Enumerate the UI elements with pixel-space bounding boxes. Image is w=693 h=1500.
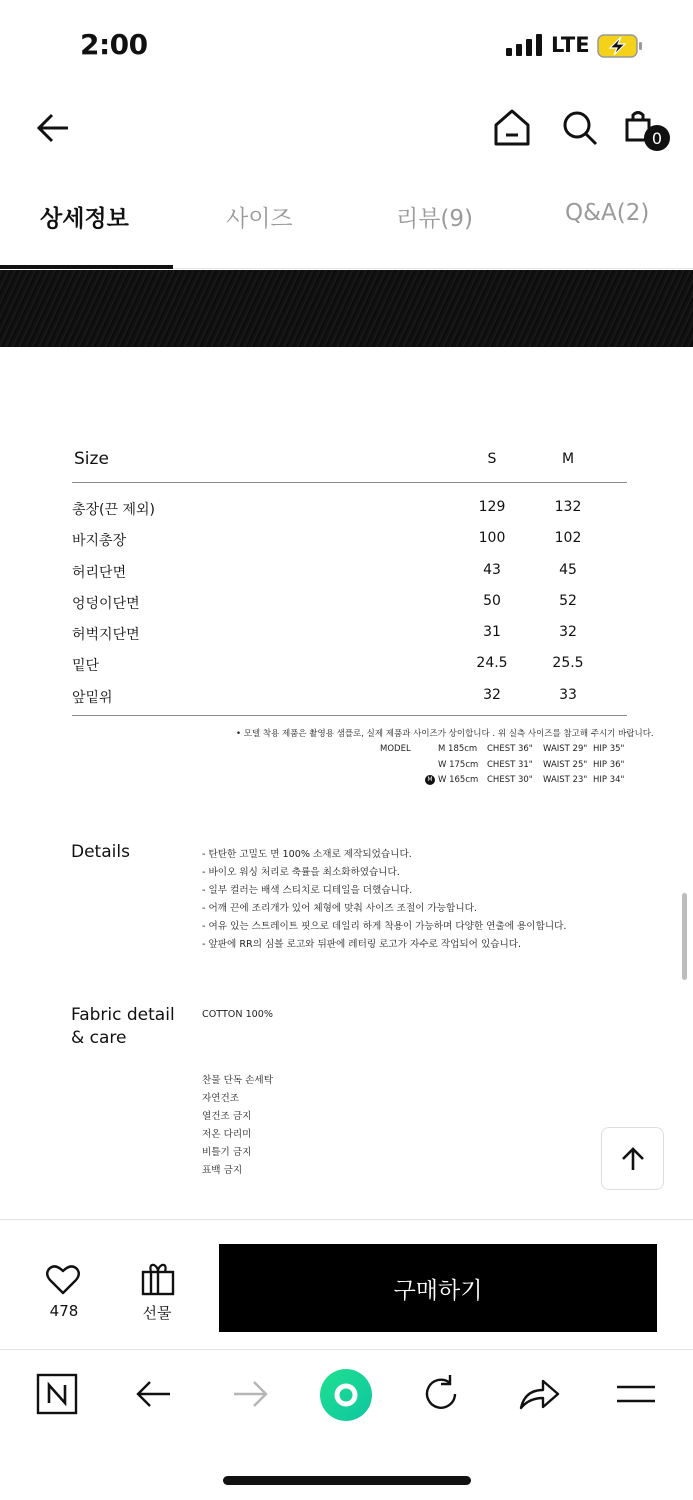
- list-item: - 어깨 끈에 조리개가 있어 체형에 맞춰 사이즈 조절이 가능합니다.: [202, 903, 477, 914]
- like-count: 478: [49, 1302, 79, 1320]
- details-title: Details: [71, 842, 130, 862]
- fabric-title: [71, 1004, 175, 1050]
- cell-s: 32: [483, 686, 501, 703]
- table-row: [72, 587, 627, 618]
- care-list: [202, 1072, 273, 1180]
- fabric-composition: COTTON 100%: [202, 1009, 274, 1020]
- fabric-title-line2: & care: [71, 1028, 127, 1048]
- model-height: M 185cm: [438, 744, 478, 754]
- browser-bar-divider: [0, 1349, 693, 1350]
- model-row: [380, 760, 630, 776]
- tab-detail-info[interactable]: 상세정보: [40, 206, 129, 232]
- table-row: [72, 556, 627, 587]
- size-note: • 모델 착용 제품은 촬영용 샘플로, 실제 제품과 사이즈가 상이합니다 . 위 실측 사이즈를 참고해 주시기 바랍니다.: [236, 729, 654, 739]
- row-label: 총장(끈 제외): [72, 502, 155, 518]
- list-item: 찬물 단독 손세탁: [202, 1075, 273, 1086]
- model-waist: WAIST 23": [543, 775, 588, 785]
- model-label: MODEL: [380, 744, 411, 754]
- tab-reviews[interactable]: 리뷰(9): [396, 206, 474, 232]
- scrollbar[interactable]: [682, 893, 687, 980]
- size-col-s: S: [487, 451, 497, 467]
- row-label: 허리단면: [72, 564, 127, 581]
- cell-m: 25.5: [552, 655, 584, 672]
- model-hip: HIP 36": [593, 759, 625, 770]
- size-label: Size: [74, 449, 109, 469]
- row-label: 바지총장: [72, 533, 127, 550]
- table-row: [72, 681, 627, 712]
- model-row: [380, 775, 630, 791]
- fabric-photo: [0, 270, 693, 347]
- list-item: 비틀기 금지: [202, 1147, 252, 1158]
- size-col-m: M: [561, 451, 575, 467]
- cart-icon[interactable]: [622, 106, 676, 156]
- buy-button[interactable]: 구매하기: [219, 1244, 657, 1332]
- fabric-title-line1: Fabric detail: [71, 1005, 175, 1025]
- row-label: 앞밑위: [72, 689, 113, 706]
- cell-s: 43: [483, 561, 501, 578]
- table-row: [72, 493, 627, 524]
- green-dot-icon[interactable]: [319, 1368, 373, 1422]
- battery-charging-icon: [597, 34, 643, 58]
- model-row: [380, 744, 630, 760]
- cell-m: 32: [559, 624, 577, 641]
- network-label: LTE: [551, 33, 590, 57]
- model-info: [380, 744, 630, 791]
- table-row: [72, 524, 627, 555]
- menu-icon[interactable]: [614, 1372, 658, 1416]
- list-item: 자연건조: [202, 1093, 240, 1104]
- row-label: 허벅지단면: [72, 627, 140, 644]
- signal-icon: [506, 34, 542, 56]
- list-item: - 일부 컬러는 배색 스티치로 디테일을 더했습니다.: [202, 885, 413, 896]
- home-icon[interactable]: [490, 106, 534, 150]
- cell-s: 31: [483, 624, 501, 641]
- list-item: 표백 금지: [202, 1165, 243, 1176]
- model-chest: CHEST 30": [487, 775, 533, 785]
- browser-back-icon[interactable]: [132, 1372, 176, 1416]
- list-item: 저온 다리미: [202, 1129, 252, 1140]
- status-time: 2:00: [80, 28, 148, 61]
- cell-m: 45: [559, 561, 577, 578]
- model-wearing-badge: M: [425, 775, 435, 785]
- cell-m: 132: [554, 499, 582, 515]
- search-icon[interactable]: [558, 106, 602, 150]
- naver-n-icon[interactable]: [35, 1372, 79, 1416]
- refresh-icon[interactable]: [419, 1372, 463, 1416]
- model-waist: WAIST 25": [543, 759, 588, 770]
- cell-m: 52: [559, 592, 577, 609]
- list-item: 열건조 금지: [202, 1111, 252, 1122]
- model-height: W 175cm: [438, 759, 479, 770]
- row-label: 엉덩이단면: [72, 595, 140, 612]
- home-indicator: [223, 1476, 471, 1485]
- size-table-header: [72, 445, 627, 483]
- action-bar-divider: [0, 1219, 693, 1220]
- list-item: - 여유 있는 스트레이트 핏으로 데일리 하게 착용이 가능하며 다양한 연출에 용이합니다.: [202, 921, 567, 932]
- model-hip: HIP 35": [593, 744, 625, 754]
- list-item: - 바이오 워싱 처리로 축률을 최소화하였습니다.: [202, 867, 400, 878]
- cell-m: 102: [554, 530, 582, 547]
- tab-qna[interactable]: Q&A(2): [565, 200, 650, 226]
- model-hip: HIP 34": [593, 775, 625, 785]
- heart-icon[interactable]: [45, 1262, 81, 1296]
- model-waist: WAIST 29": [543, 744, 588, 754]
- share-icon[interactable]: [517, 1372, 561, 1416]
- list-item: - 앞판에 RR의 심볼 로고와 뒤판에 레터링 로고가 자수로 작업되어 있습니다.: [202, 939, 522, 950]
- cell-s: 129: [478, 499, 506, 515]
- table-row: [72, 618, 627, 649]
- cell-s: 100: [478, 530, 506, 547]
- model-chest: CHEST 36": [487, 744, 533, 754]
- list-item: - 탄탄한 고밀도 면 100% 소재로 제작되었습니다.: [202, 849, 412, 860]
- arrow-up-icon: [618, 1144, 648, 1174]
- gift-icon[interactable]: [140, 1262, 176, 1296]
- tab-active-indicator: [0, 265, 173, 269]
- scroll-to-top-button[interactable]: [601, 1127, 664, 1190]
- cell-m: 33: [559, 686, 577, 703]
- details-list: [202, 846, 566, 954]
- model-chest: CHEST 31": [487, 759, 533, 770]
- cart-count: 0: [651, 129, 663, 148]
- size-table: [72, 445, 627, 716]
- tab-size[interactable]: 사이즈: [226, 206, 293, 232]
- row-label: 밑단: [72, 658, 100, 675]
- browser-forward-icon[interactable]: [228, 1372, 272, 1416]
- cell-s: 50: [483, 592, 501, 609]
- gift-label: 선물: [142, 1304, 172, 1322]
- table-row: [72, 649, 627, 680]
- cell-s: 24.5: [476, 655, 508, 672]
- model-height: W 165cm: [438, 775, 479, 785]
- back-arrow-icon[interactable]: [32, 106, 76, 150]
